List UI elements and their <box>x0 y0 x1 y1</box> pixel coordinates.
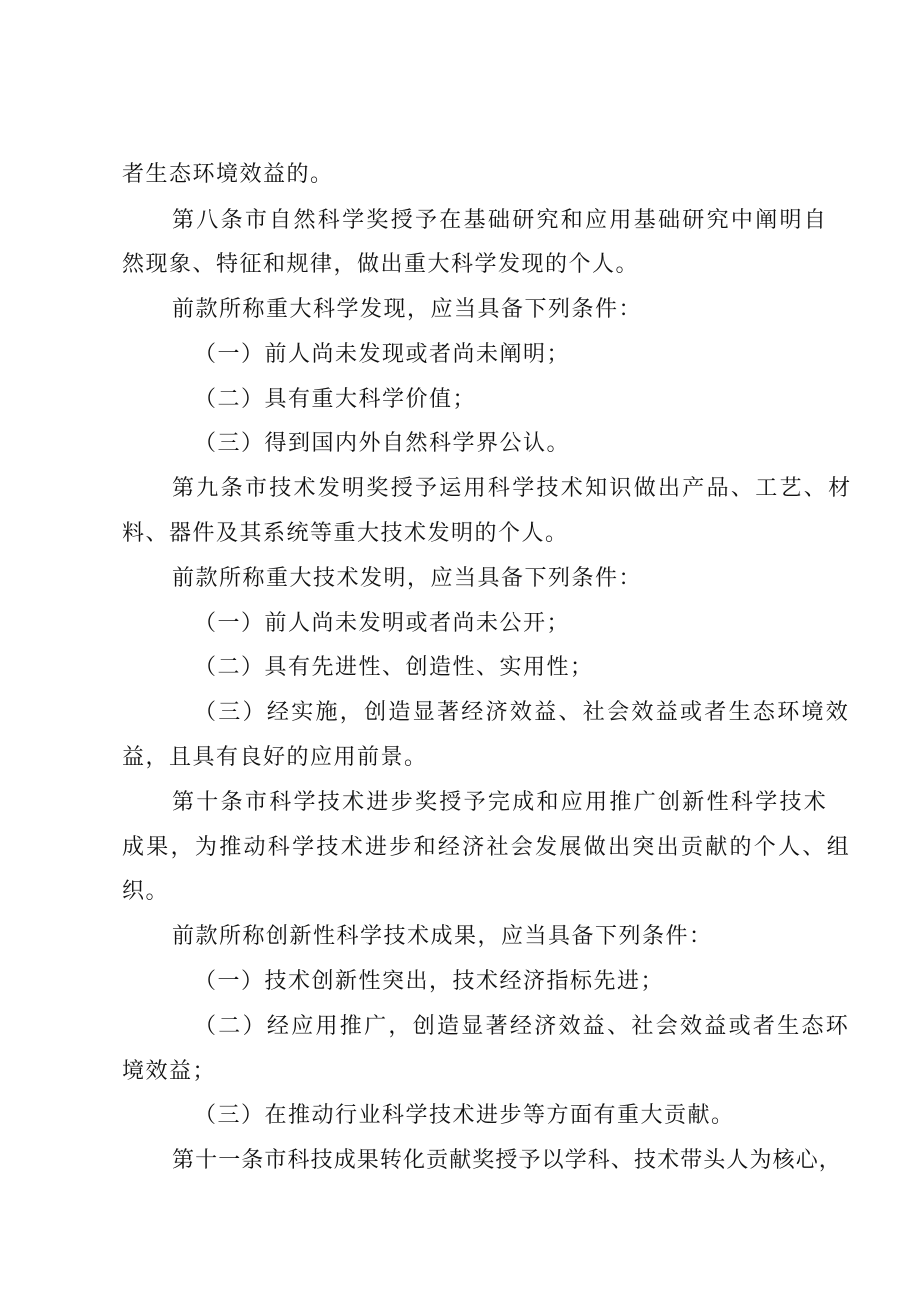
text-line: 织。 <box>122 879 170 904</box>
text-line: 益，且具有良好的应用前景。 <box>122 745 428 770</box>
text-line: 料、器件及其系统等重大技术发明的个人。 <box>122 521 569 546</box>
article-10-heading-line: 第十条市科学技术进步奖授予完成和应用推广创新性科学技术 <box>172 790 829 815</box>
text-line: 成果，为推动科学技术进步和经济社会发展做出突出贡献的个人、组 <box>122 835 852 860</box>
list-item: （一）前人尚未发明或者尚未公开； <box>194 611 571 636</box>
list-item: （三）经实施，创造显著经济效益、社会效益或者生态环境效 <box>194 700 851 725</box>
text-line: 前款所称重大技术发明，应当具备下列条件： <box>172 566 643 591</box>
text-line: 前款所称重大科学发现，应当具备下列条件： <box>172 297 643 322</box>
text-line: 然现象、特征和规律，做出重大科学发现的个人。 <box>122 252 640 277</box>
text-line: 者生态环境效益的。 <box>122 162 334 187</box>
list-item: （三）得到国内外自然科学界公认。 <box>194 431 571 456</box>
list-item: （二）具有先进性、创造性、实用性； <box>194 655 594 680</box>
list-item: （二）具有重大科学价值； <box>194 387 477 412</box>
text-line: 境效益； <box>122 1059 217 1084</box>
list-item: （一）技术创新性突出，技术经济指标先进； <box>194 969 665 994</box>
article-8-heading-line: 第八条市自然科学奖授予在基础研究和应用基础研究中阐明自 <box>172 208 829 233</box>
list-item: （一）前人尚未发现或者尚未阐明； <box>194 342 571 367</box>
list-item: （三）在推动行业科学技术进步等方面有重大贡献。 <box>194 1103 735 1128</box>
list-item: （二）经应用推广，创造显著经济效益、社会效益或者生态环 <box>194 1014 851 1039</box>
article-11-heading-line: 第十一条市科技成果转化贡献奖授予以学科、技术带头人为核心， <box>172 1148 842 1173</box>
text-line: 前款所称创新性科学技术成果，应当具备下列条件： <box>172 924 713 949</box>
article-9-heading-line: 第九条市技术发明奖授予运用科学技术知识做出产品、工艺、材 <box>172 476 853 501</box>
